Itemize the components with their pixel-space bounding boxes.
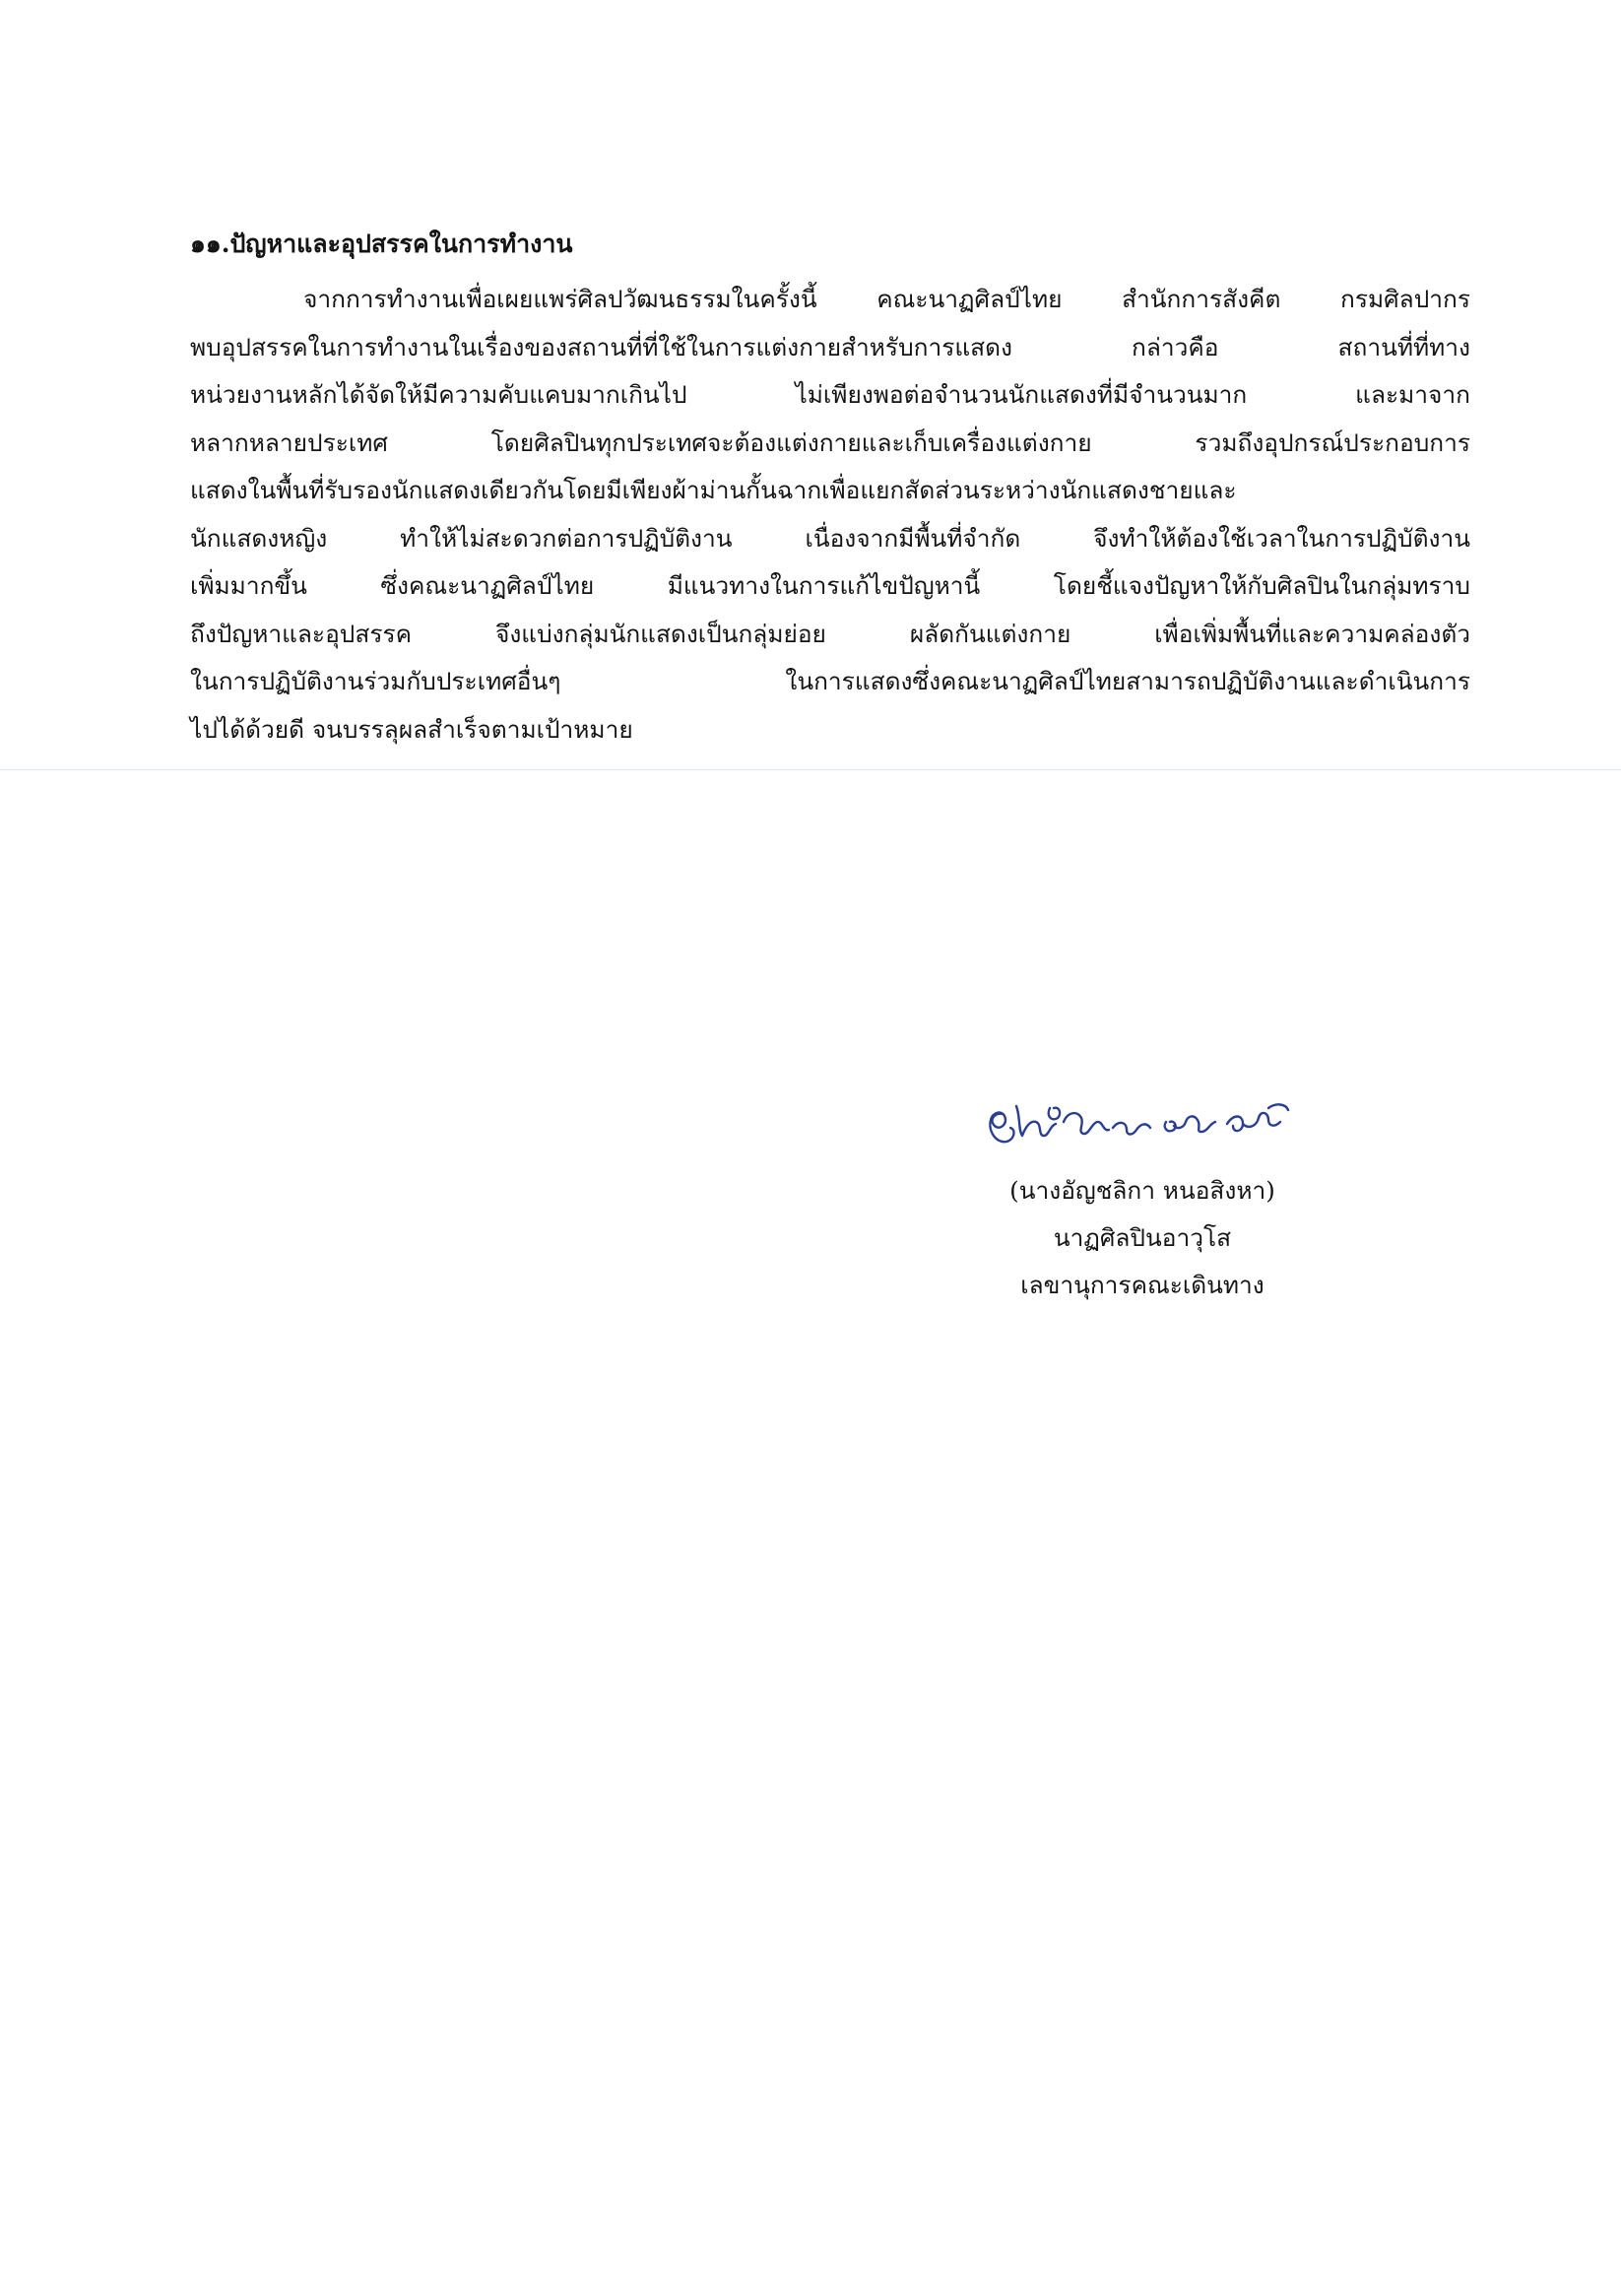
handwritten-signature bbox=[955, 1079, 1329, 1167]
scan-artifact-line bbox=[0, 769, 1621, 770]
body-line: จากการทำงานเพื่อเผยแพร่ศิลปวัฒนธรรมในครั้งนี้ คณะนาฏศิลป์ไทย สำนักการสังคีต กรมศิลปากร bbox=[303, 285, 1470, 313]
body-line: พบอุปสรรคในการทำงานในเรื่องของสถานที่ที่ใช้ในการแต่งกายสำหรับการแสดง กล่าวคือ สถานที่ที่ทาง bbox=[190, 332, 1470, 361]
signer-name: (นางอัญชลิกา หนอสิงหา) bbox=[1009, 1176, 1275, 1205]
body-paragraph bbox=[190, 276, 1470, 754]
section-heading: ๑๑.ปัญหาและอุปสรรคในการทำงาน bbox=[190, 230, 573, 258]
body-line: แสดงในพื้นที่รับรองนักแสดงเดียวกันโดยมีเพียงผ้าม่านกั้นฉากเพื่อแยกสัดส่วนระหว่างนักแสดงชายและ bbox=[190, 476, 1237, 504]
signature-block bbox=[945, 1079, 1339, 1309]
body-line: ถึงปัญหาและอุปสรรค จึงแบ่งกลุ่มนักแสดงเป็นกลุ่มย่อย ผลัดกันแต่งกาย เพื่อเพิ่มพื้นที่และความคล่องตัว bbox=[190, 619, 1470, 648]
body-line: ในการปฏิบัติงานร่วมกับประเทศอื่นๆ ในการแสดงซึ่งคณะนาฏศิลป์ไทยสามารถปฏิบัติงานและดำเนินการ bbox=[190, 667, 1470, 695]
body-line: เพิ่มมากขึ้น ซึ่งคณะนาฏศิลป์ไทย มีแนวทางในการแก้ไขปัญหานี้ โดยชี้แจงปัญหาให้กับศิลปินในกลุ่มทราบ bbox=[190, 571, 1470, 600]
signer-position: นาฏศิลปินอาวุโส bbox=[1053, 1223, 1232, 1252]
body-line: ไปได้ด้วยดี จนบรรลุผลสำเร็จตามเป้าหมาย bbox=[190, 714, 633, 744]
signer-role: เลขานุการคณะเดินทาง bbox=[1020, 1271, 1264, 1299]
body-line: นักแสดงหญิง ทำให้ไม่สะดวกต่อการปฏิบัติงาน เนื่องจากมีพื้นที่จำกัด จึงทำให้ต้องใช้เวลาในการปฏิบัติงาน bbox=[190, 523, 1470, 553]
body-line: หน่วยงานหลักได้จัดให้มีความคับแคบมากเกินไป ไม่เพียงพอต่อจำนวนนักแสดงที่มีจำนวนมาก และมาจาก bbox=[190, 380, 1470, 409]
body-line: หลากหลายประเทศ โดยศิลปินทุกประเทศจะต้องแต่งกายและเก็บเครื่องแต่งกาย รวมถึงอุปกรณ์ประกอบการ bbox=[190, 427, 1470, 457]
